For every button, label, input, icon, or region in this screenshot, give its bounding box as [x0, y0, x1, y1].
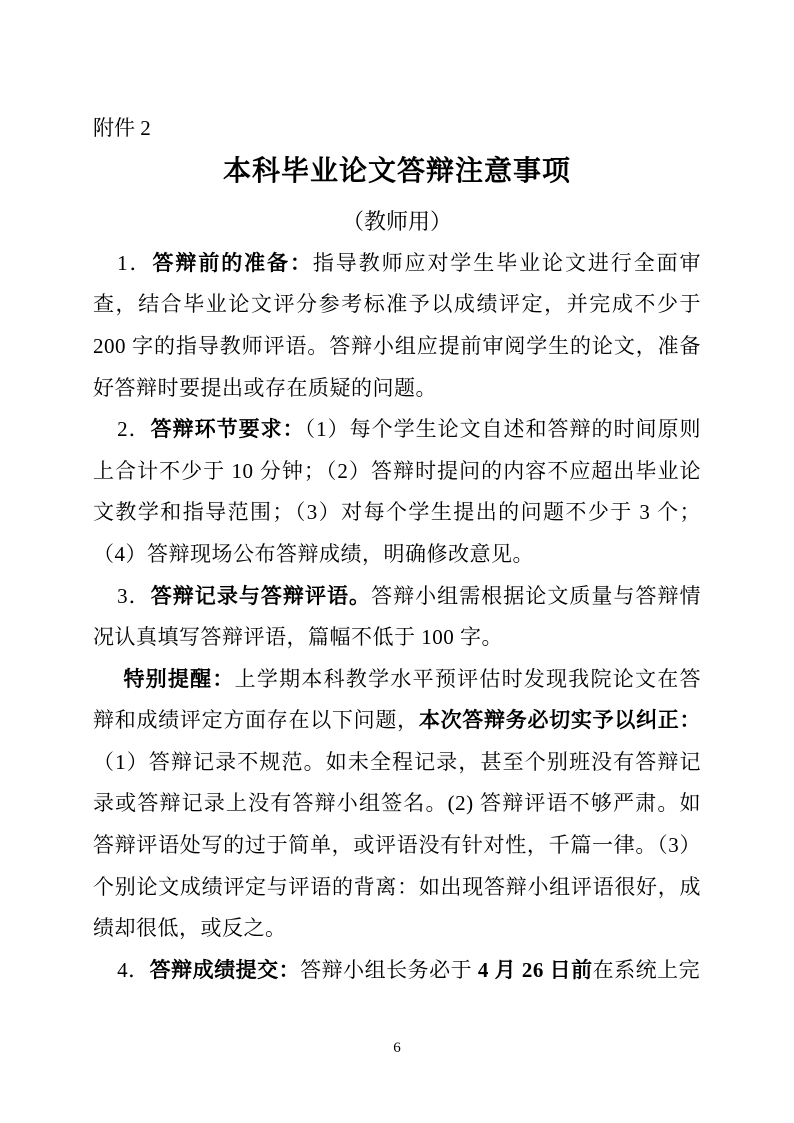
- bold-text-run: 4 月 26 日前: [477, 957, 593, 982]
- document-subtitle: （教师用）: [341, 208, 452, 234]
- page-number: 6: [393, 1040, 401, 1056]
- bold-text-run: 答辩成绩提交：: [149, 957, 301, 982]
- text-run: （1）答辩记录不规范。如未全程记录，甚至个别班没有答辩记录或答辩记录上没有答辩小组签名。(2) 答辩评语不够严肃。如答辩评语处写的过于简单，或评语没有针对性，千篇一律。（3）个别论文成绩评定与评语的背离：如出现答辩小组评语很好，成绩却很低，或反之。: [93, 749, 701, 941]
- text-run: 指导教师应对学生毕业论文进行全面审查，结合毕业论文评分参考标准予以成绩评定，并完成不少于 200 字的指导教师评语。答辩小组应提前审阅学生的论文，准备好答辩时要提出或存在质疑的问题。: [93, 250, 702, 400]
- text-run: （1）每个学生论文自述和答辩的时间原则上合计不少于 10 分钟；（2）答辩时提问的内容不应超出毕业论文教学和指导范围；（3）对每个学生提出的问题不少于 3 个；（4）答辩现场公布答辩成绩，明确修改意见。: [93, 417, 702, 566]
- text-run: 在系统上完: [592, 957, 701, 982]
- bold-text-run: 特别提醒：: [123, 666, 235, 691]
- bold-text-run: 本次答辩务必切实予以纠正：: [418, 708, 702, 733]
- paragraph-defense-session-requirements: [93, 409, 701, 575]
- paragraph-records-and-comments: [93, 576, 701, 659]
- text-run: 1．: [117, 250, 153, 275]
- text-run: 答辩小组长务必于: [300, 957, 478, 982]
- paragraph-score-submission: [93, 950, 701, 992]
- document-body: [93, 243, 701, 992]
- document-title: 本科毕业论文答辩注意事项: [222, 156, 571, 187]
- text-run: 4．: [117, 957, 150, 982]
- text-run: 2．: [117, 417, 151, 442]
- document-content: [93, 0, 701, 991]
- bold-text-run: 答辩记录与答辩评语。: [150, 583, 372, 608]
- attachment-label: 附件 2: [93, 116, 151, 140]
- text-run: 3．: [117, 583, 151, 608]
- text-run: 上学期本科教学水平预评估时发现我院论文在答辩和成绩评定方面存在以下问题，: [93, 666, 702, 733]
- paragraph-preparation: [93, 243, 701, 409]
- text-run: 答辩小组需根据论文质量与答辩情况认真填写答辩评语，篇幅不低于 100 字。: [93, 583, 702, 650]
- bold-text-run: 答辩环节要求：: [150, 417, 305, 442]
- bold-text-run: 答辩前的准备：: [152, 250, 313, 275]
- paragraph-special-reminder: [93, 659, 701, 950]
